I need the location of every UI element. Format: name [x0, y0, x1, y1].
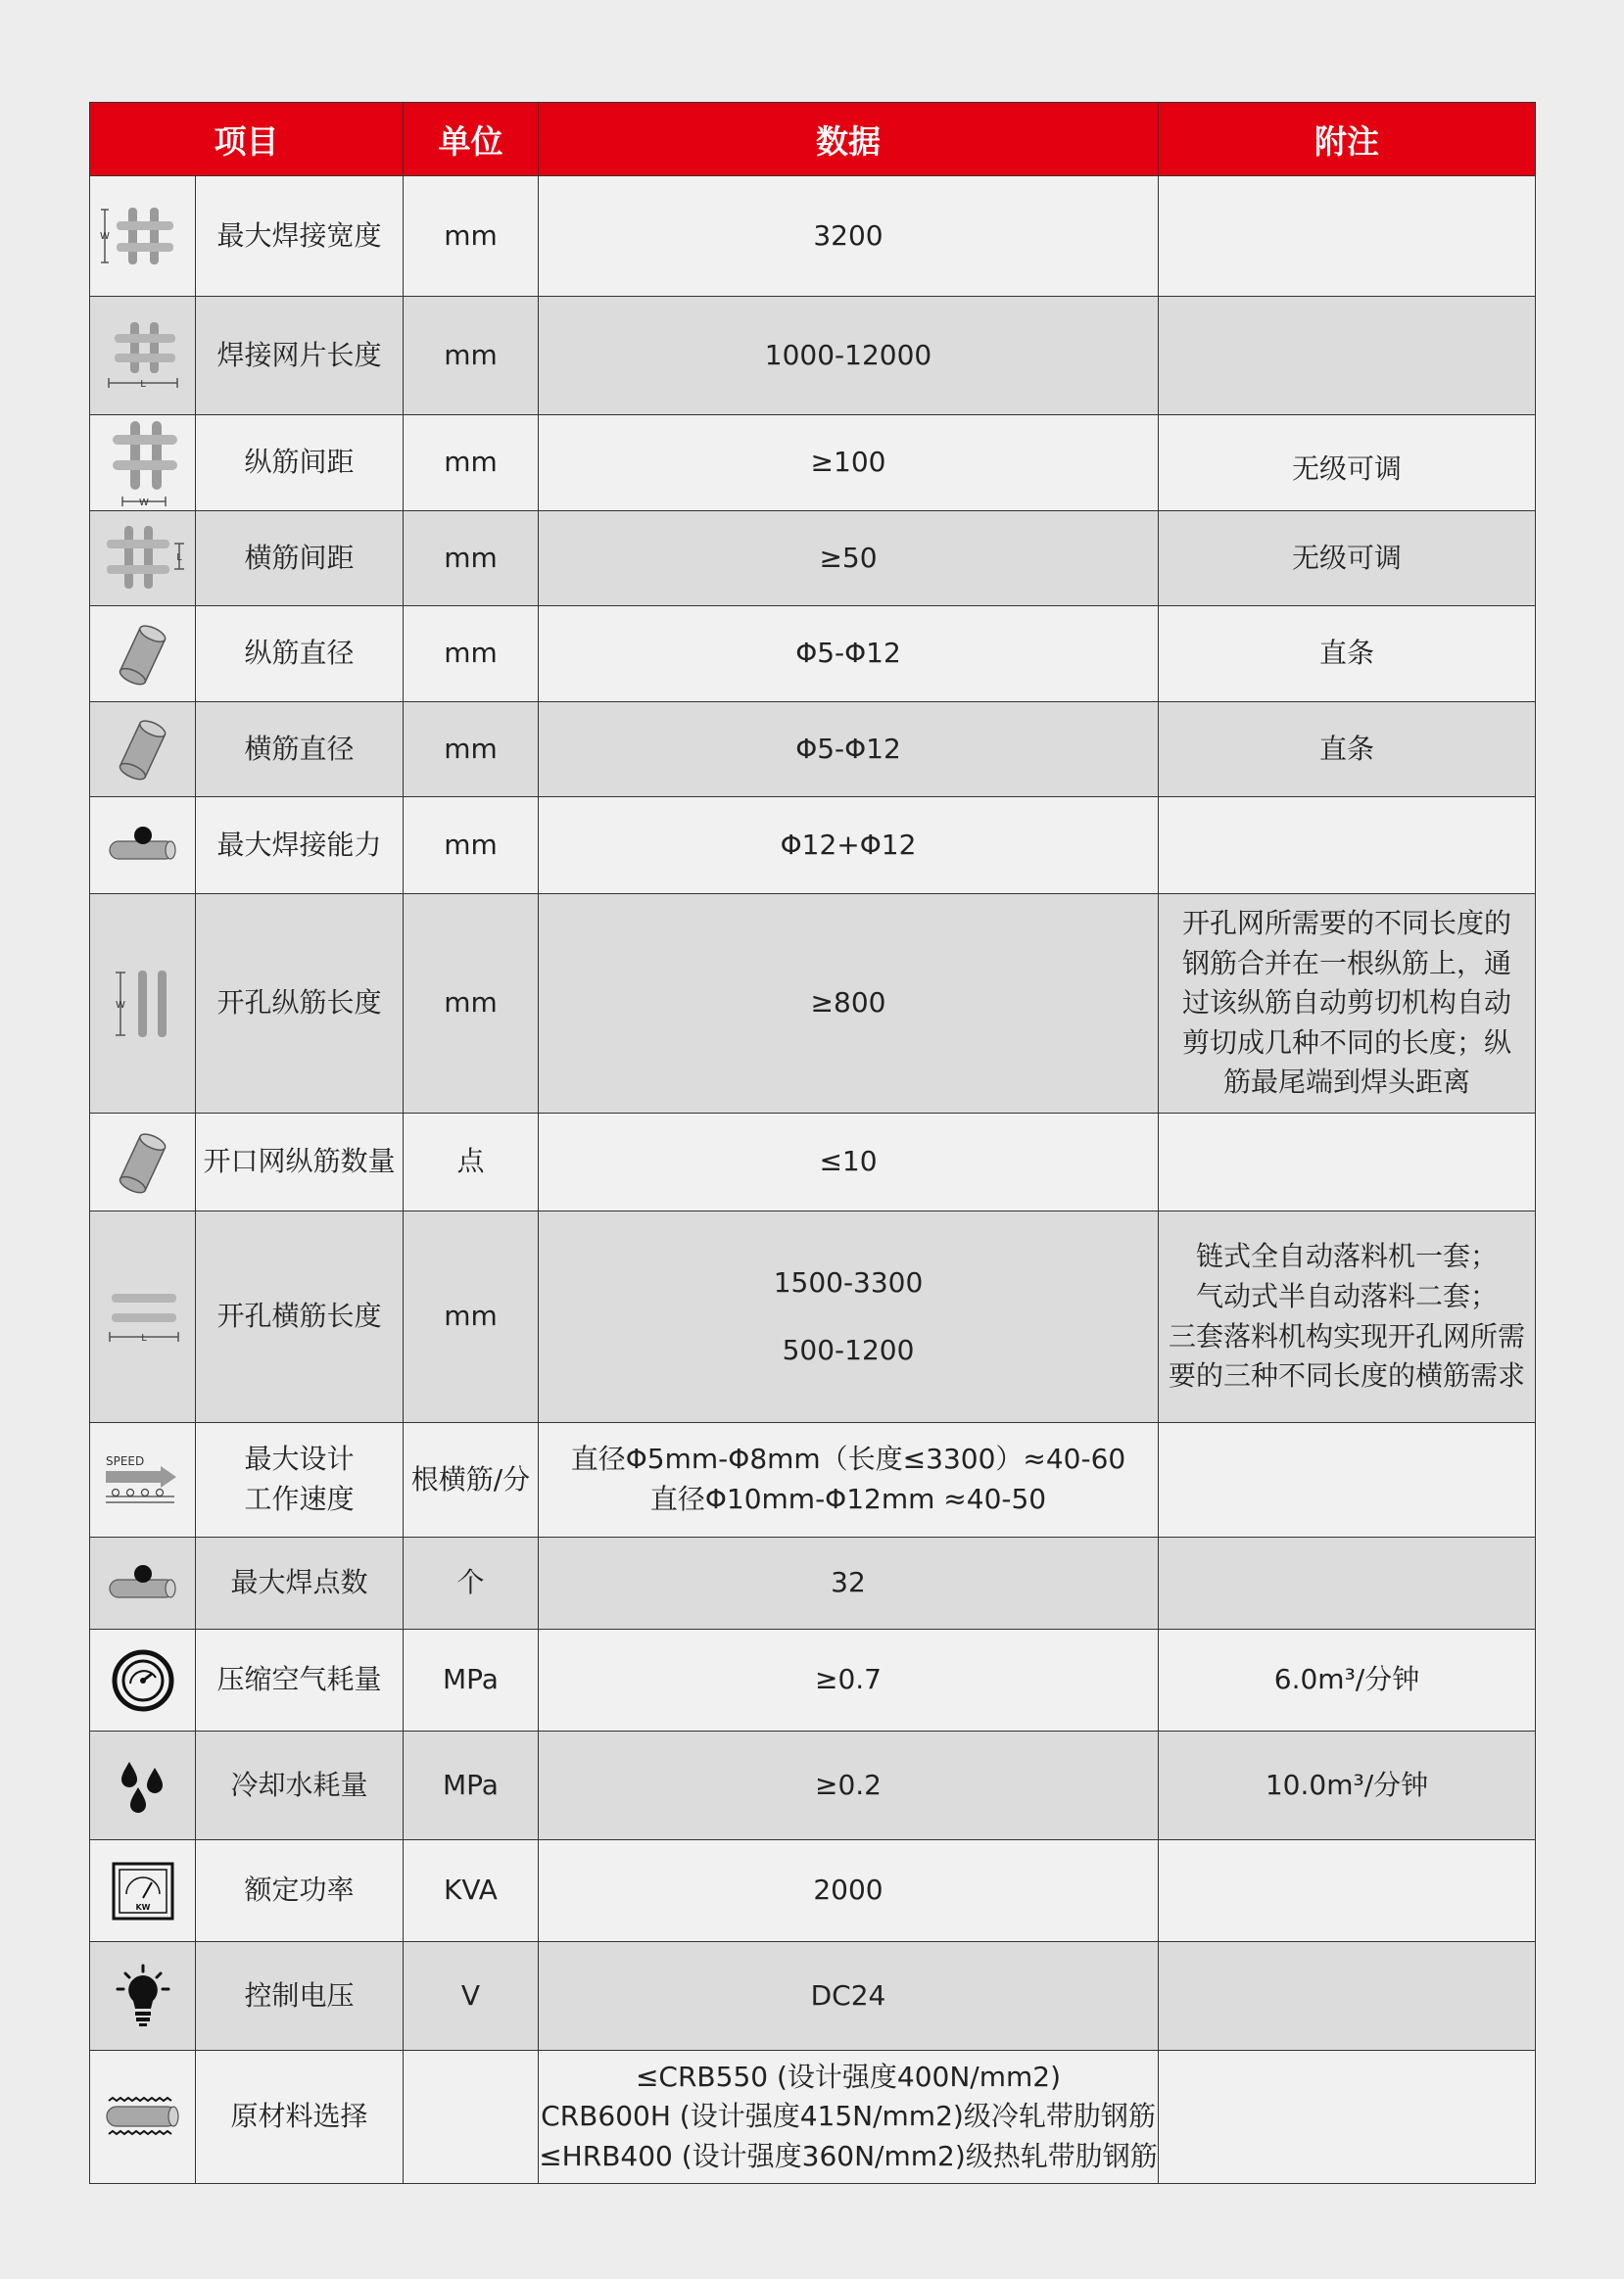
row-unit: 根横筋/分 [404, 1423, 539, 1538]
row-item: 原材料选择 [196, 2051, 404, 2184]
row-unit: V [404, 1942, 539, 2051]
row-note: 直条 [1159, 606, 1536, 702]
row-note [1159, 797, 1536, 894]
data-line: 1500-3300 [773, 1265, 924, 1299]
table-row [90, 1538, 1536, 1630]
row-note [1159, 297, 1536, 415]
transverse-bar-length-icon [90, 1211, 196, 1423]
icon-length-label: L [175, 552, 182, 563]
row-note [1159, 1114, 1536, 1211]
row-data: Φ12+Φ12 [539, 797, 1159, 894]
header-note: 附注 [1159, 103, 1536, 176]
water-drops-icon [90, 1732, 196, 1840]
row-note: 10.0m³/分钟 [1159, 1732, 1536, 1840]
row-data [539, 1423, 1159, 1538]
note-line: 三套落料机构实现开孔网所需 [1168, 1319, 1525, 1353]
weld-capacity-icon [90, 797, 196, 894]
row-data: ≥0.7 [539, 1630, 1159, 1732]
row-item: 额定功率 [196, 1840, 404, 1942]
row-unit: mm [404, 511, 539, 606]
longitudinal-spacing-icon [90, 415, 196, 511]
table-row [90, 1732, 1536, 1840]
row-note: 无级可调 [1159, 415, 1536, 511]
note-line: 筋最尾端到焊头距离 [1222, 1066, 1470, 1099]
row-item: 焊接网片长度 [196, 297, 404, 415]
mesh-length-icon [90, 297, 196, 415]
table-row [90, 702, 1536, 797]
icon-length-label: L [139, 379, 146, 390]
table-row [90, 894, 1536, 1114]
row-unit: mm [404, 797, 539, 894]
note-line: 链式全自动落料机一套； [1195, 1240, 1498, 1273]
table-row [90, 1114, 1536, 1211]
row-data: Φ5-Φ12 [539, 606, 1159, 702]
power-meter-icon [90, 1840, 196, 1942]
table-row [90, 606, 1536, 702]
row-data: ≤10 [539, 1114, 1159, 1211]
row-unit: MPa [404, 1630, 539, 1732]
row-unit: mm [404, 297, 539, 415]
row-note: 无级可调 [1159, 511, 1536, 606]
row-unit: mm [404, 894, 539, 1114]
row-item: 纵筋直径 [196, 606, 404, 702]
row-unit: mm [404, 176, 539, 297]
table-row [90, 511, 1536, 606]
row-item: 最大焊接宽度 [196, 176, 404, 297]
bar-diameter-icon [90, 606, 196, 702]
air-gauge-icon [90, 1630, 196, 1732]
table-row [90, 1942, 1536, 2051]
item-line: 工作速度 [244, 1483, 355, 1515]
table-row [90, 176, 1536, 297]
row-note [1159, 1211, 1536, 1423]
row-data [539, 2051, 1159, 2184]
icon-length-label: L [140, 1332, 147, 1344]
row-item: 冷却水耗量 [196, 1732, 404, 1840]
header-data: 数据 [539, 103, 1159, 176]
spec-table [89, 102, 1536, 2184]
table-row [90, 1423, 1536, 1538]
table-row [90, 797, 1536, 894]
item-line: 最大设计 [244, 1443, 355, 1476]
note-line: 开孔网所需要的不同长度的 [1181, 907, 1511, 940]
row-item: 最大焊点数 [196, 1538, 404, 1630]
row-data: Φ5-Φ12 [539, 702, 1159, 797]
row-note [1159, 176, 1536, 297]
row-note: 6.0m³/分钟 [1159, 1630, 1536, 1732]
row-item: 最大焊接能力 [196, 797, 404, 894]
transverse-spacing-icon [90, 511, 196, 606]
icon-width-label: W [99, 231, 110, 242]
row-unit: 点 [404, 1114, 539, 1211]
row-note: 直条 [1159, 702, 1536, 797]
data-line: ≤CRB550 (设计强度400N/mm2) [635, 2060, 1062, 2093]
data-line: ≤HRB400 (设计强度360N/mm2)级热轧带肋钢筋 [539, 2139, 1158, 2172]
row-data: 3200 [539, 176, 1159, 297]
row-item: 纵筋间距 [196, 415, 404, 511]
icon-width-label: W [115, 999, 125, 1011]
row-item: 开孔横筋长度 [196, 1211, 404, 1423]
icon-power-label: KW [134, 1902, 151, 1912]
row-unit: 个 [404, 1538, 539, 1630]
row-note [1159, 1538, 1536, 1630]
table-header-row [90, 103, 1536, 176]
note-line: 气动式半自动落料二套； [1195, 1279, 1498, 1312]
row-unit: mm [404, 415, 539, 511]
row-data: ≥0.2 [539, 1732, 1159, 1840]
bar-diameter-icon [90, 702, 196, 797]
row-unit: mm [404, 702, 539, 797]
row-data: 2000 [539, 1840, 1159, 1942]
row-unit [404, 2051, 539, 2184]
row-data: ≥100 [539, 415, 1159, 511]
header-unit: 单位 [404, 103, 539, 176]
row-item: 横筋直径 [196, 702, 404, 797]
icon-speed-label: SPEED [105, 1454, 144, 1468]
note-line: 钢筋合并在一根纵筋上，通 [1181, 946, 1511, 979]
row-data: DC24 [539, 1942, 1159, 2051]
row-item: 控制电压 [196, 1942, 404, 2051]
row-item [196, 1423, 404, 1538]
row-note [1159, 2051, 1536, 2184]
row-note [1159, 894, 1536, 1114]
row-note [1159, 1840, 1536, 1942]
row-unit: mm [404, 1211, 539, 1423]
table-row [90, 297, 1536, 415]
table-row [90, 1840, 1536, 1942]
header-item: 项目 [90, 103, 404, 176]
note-line: 要的三种不同长度的横筋需求 [1168, 1359, 1525, 1393]
row-data: 32 [539, 1538, 1159, 1630]
row-unit: mm [404, 606, 539, 702]
table-row [90, 2051, 1536, 2184]
note-line: 剪切成几种不同的长度；纵 [1181, 1025, 1511, 1059]
table-row [90, 1211, 1536, 1423]
row-item: 开孔纵筋长度 [196, 894, 404, 1114]
data-line: 500-1200 [782, 1333, 915, 1366]
row-item: 压缩空气耗量 [196, 1630, 404, 1732]
row-unit: MPa [404, 1732, 539, 1840]
row-data: ≥800 [539, 894, 1159, 1114]
row-data: ≥50 [539, 511, 1159, 606]
bulb-icon [90, 1942, 196, 2051]
row-unit: KVA [404, 1840, 539, 1942]
row-data [539, 1211, 1159, 1423]
mesh-width-icon [90, 176, 196, 297]
table-row [90, 415, 1536, 511]
row-note [1159, 1942, 1536, 2051]
data-line: 直径Φ10mm-Φ12mm ≈40-50 [649, 1483, 1047, 1515]
data-line: 直径Φ5mm-Φ8mm（长度≤3300）≈40-60 [570, 1443, 1126, 1476]
row-item: 开口网纵筋数量 [196, 1114, 404, 1211]
note-line: 过该纵筋自动剪切机构自动 [1181, 986, 1511, 1020]
ribbed-bar-icon [90, 2051, 196, 2184]
row-note [1159, 1423, 1536, 1538]
icon-width-label: W [138, 497, 149, 508]
speed-icon [90, 1423, 196, 1538]
opening-bar-length-icon [90, 894, 196, 1114]
row-data: 1000-12000 [539, 297, 1159, 415]
weld-points-icon [90, 1538, 196, 1630]
data-line: CRB600H (设计强度415N/mm2)级冷轧带肋钢筋 [541, 2100, 1156, 2133]
bar-diameter-icon [90, 1114, 196, 1211]
row-item: 横筋间距 [196, 511, 404, 606]
table-row [90, 1630, 1536, 1732]
